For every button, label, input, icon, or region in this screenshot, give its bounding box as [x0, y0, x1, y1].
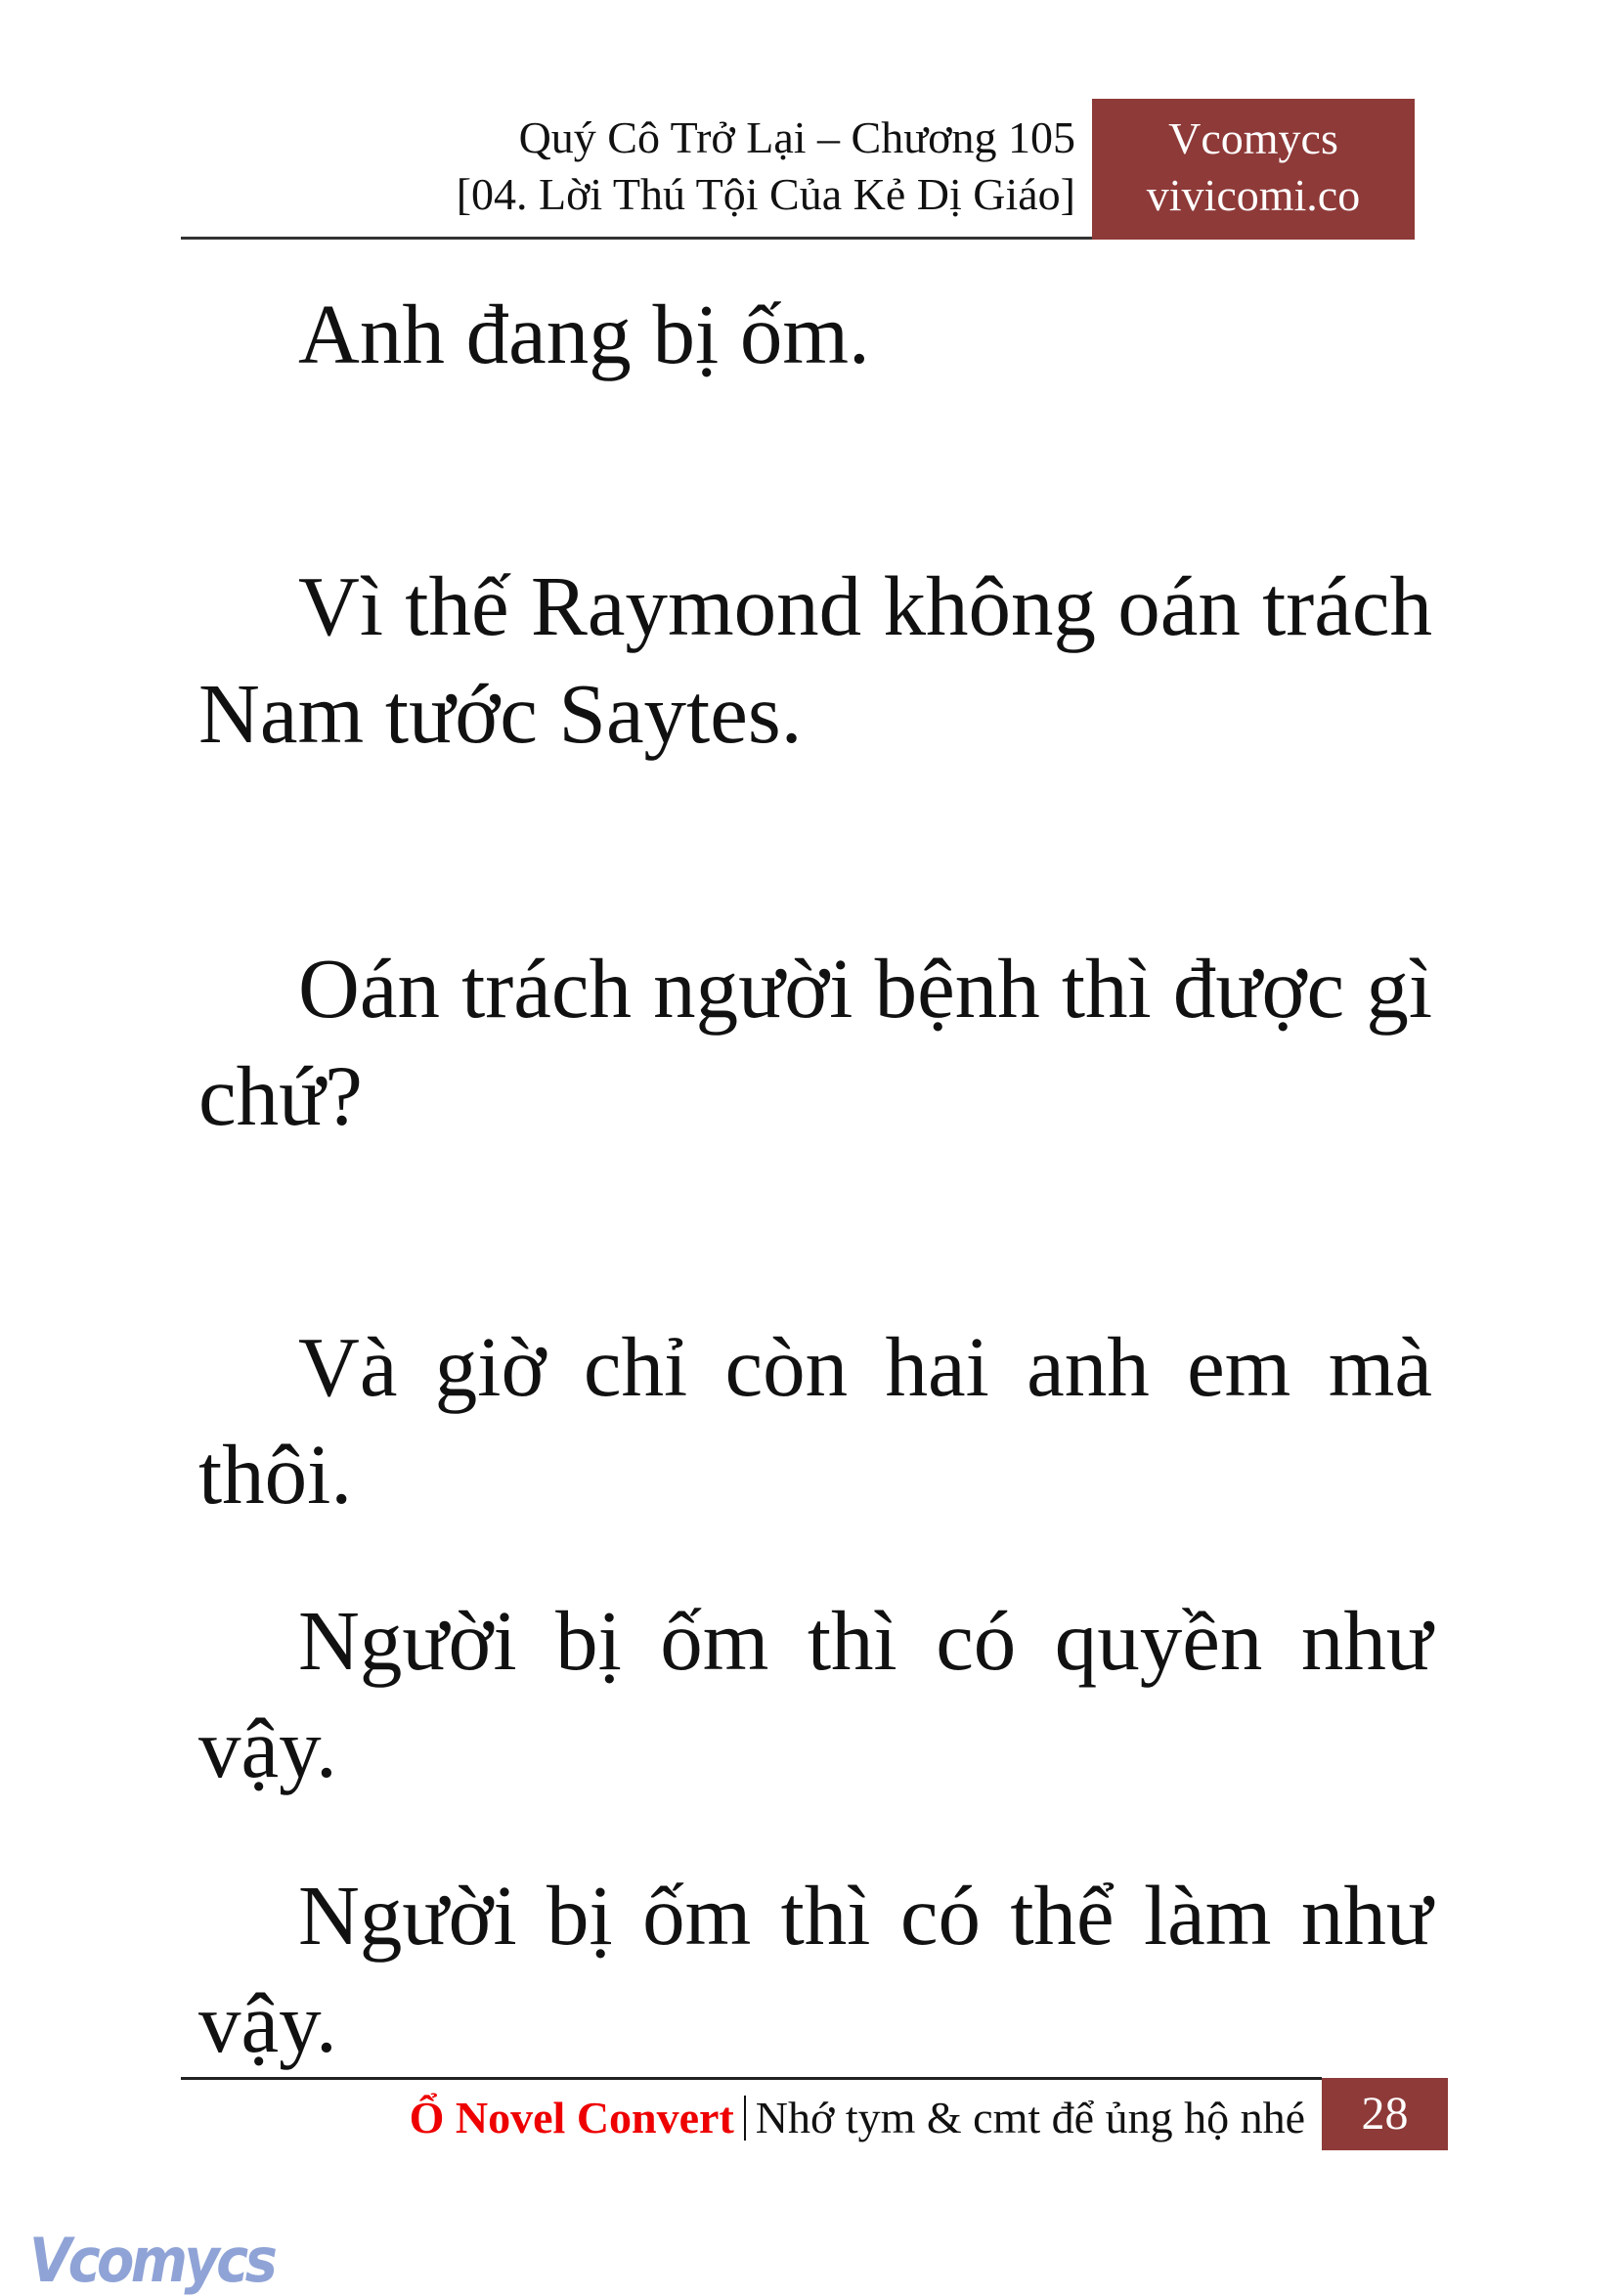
footer-message: Nhớ tym & cmt để ủng hộ nhé	[755, 2093, 1305, 2142]
watermark-logo: Vcomycs	[29, 2225, 275, 2296]
footer-text	[410, 2091, 1305, 2145]
footer-divider	[181, 2077, 1322, 2080]
paragraph: Và giờ chỉ còn hai anh em mà thôi.	[198, 1319, 1432, 1522]
paragraph: Người bị ốm thì có thể làm như vậy.	[198, 1868, 1432, 2070]
brand-box	[1092, 99, 1415, 240]
footer-separator	[744, 2096, 746, 2141]
brand-name: Vcomycs	[1168, 113, 1338, 163]
paragraph: Anh đang bị ốm.	[298, 287, 870, 381]
chapter-title: Quý Cô Trở Lại – Chương 105	[518, 112, 1075, 162]
paragraph: Oán trách người bệnh thì được gì chứ?	[198, 941, 1432, 1143]
section-title: [04. Lời Thú Tội Của Kẻ Dị Giáo]	[456, 169, 1075, 219]
brand-site: vivicomi.co	[1146, 170, 1361, 220]
header-divider	[181, 237, 1092, 240]
paragraph: Vì thế Raymond không oán trách Nam tước Saytes.	[198, 558, 1432, 761]
footer-brand: Ổ Novel Convert	[409, 2093, 734, 2142]
page-number: 28	[1322, 2078, 1448, 2150]
paragraph: Người bị ốm thì có quyền như vậy.	[198, 1593, 1432, 1795]
chapter-header	[457, 110, 1075, 223]
